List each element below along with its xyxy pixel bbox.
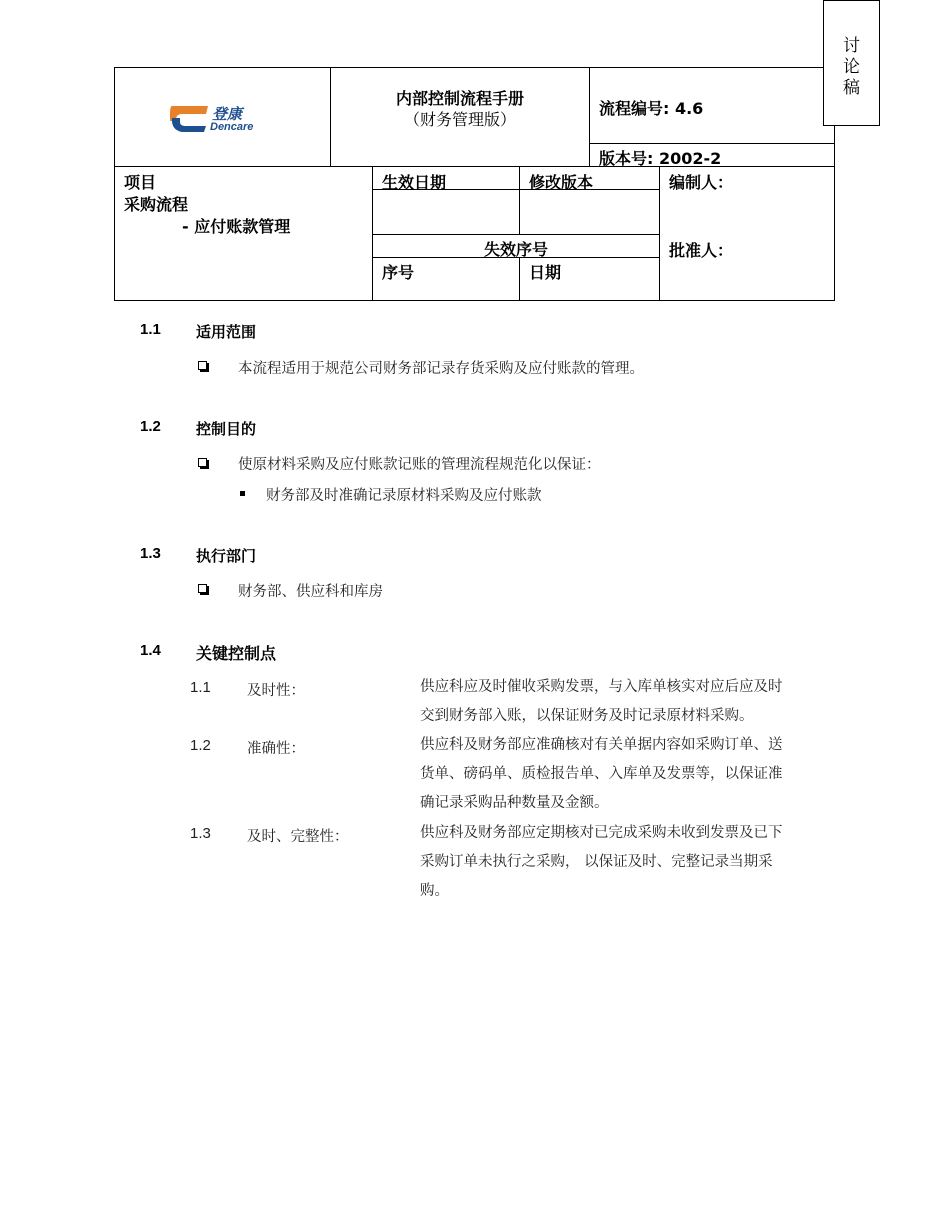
- manual-subtitle: （财务管理版）: [403, 110, 516, 129]
- project-name: 采购流程: [124, 195, 189, 214]
- key-control-line: 供应科应及时催收采购发票，与入库单核实对应后应及时: [420, 679, 783, 695]
- checkbox-bullet-icon: [198, 361, 207, 370]
- draft-char-1: 讨: [843, 36, 860, 56]
- key-control-number: 1.1: [190, 679, 211, 696]
- logo-en: Dencare: [210, 121, 254, 133]
- manual-title: 内部控制流程手册: [395, 89, 524, 108]
- section-title: 关键控制点: [196, 644, 277, 663]
- key-control-label: 及时、完整性：: [247, 829, 349, 845]
- logo-cn: 登康: [212, 105, 243, 123]
- key-control-label: 准确性：: [247, 741, 305, 757]
- section-title: 控制目的: [196, 420, 257, 438]
- key-control-line: 供应科及财务部应准确核对有关单据内容如采购订单、送: [420, 737, 783, 753]
- version-number: 版本号: 2002-2: [599, 149, 722, 168]
- section-number: 1.3: [140, 545, 161, 562]
- seq-no-label: 序号: [382, 263, 415, 282]
- key-control-number: 1.2: [190, 737, 211, 754]
- list-item: 财务部、供应科和库房: [238, 584, 383, 600]
- key-control-line: 供应科及财务部应定期核对已完成采购未收到发票及已下: [420, 825, 783, 841]
- expiry-seq-label: 失效序号: [483, 240, 548, 259]
- project-subtitle: - 应付账款管理: [182, 217, 291, 236]
- key-control-line: 确记录采购品种数量及金额。: [420, 795, 609, 811]
- draft-stamp: [823, 0, 880, 126]
- process-number: 流程编号: 4.6: [599, 99, 704, 118]
- section-title: 适用范围: [196, 323, 257, 341]
- effective-date-label: 生效日期: [382, 173, 447, 192]
- section-title: 执行部门: [196, 547, 257, 565]
- draft-char-2: 论: [843, 57, 860, 77]
- approver-label: 批准人：: [669, 241, 734, 260]
- list-item: 使原材料采购及应付账款记账的管理流程规范化以保证：: [238, 457, 601, 473]
- key-control-line: 交到财务部入账，以保证财务及时记录原材料采购。: [420, 708, 754, 724]
- section-number: 1.4: [140, 642, 161, 659]
- checkbox-bullet-icon: [198, 458, 207, 467]
- key-control-line: 货单、磅码单、质检报告单、入库单及发票等，以保证准: [420, 766, 783, 782]
- key-control-line: 购。: [420, 883, 449, 899]
- company-logo: [168, 104, 268, 136]
- checkbox-bullet-icon: [198, 584, 207, 593]
- draft-char-3: 稿: [843, 78, 860, 98]
- author-label: 编制人：: [669, 173, 734, 192]
- date-label: 日期: [529, 263, 562, 282]
- revision-label: 修改版本: [529, 173, 594, 192]
- list-item: 本流程适用于规范公司财务部记录存货采购及应付账款的管理。: [238, 361, 644, 377]
- key-control-line: 采购订单未执行之采购， 以保证及时、完整记录当期采: [420, 854, 773, 870]
- sub-list-item: 财务部及时准确记录原材料采购及应付账款: [266, 488, 542, 504]
- section-number: 1.1: [140, 321, 161, 338]
- key-control-number: 1.3: [190, 825, 211, 842]
- project-label: 项目: [124, 173, 157, 192]
- key-control-label: 及时性：: [247, 683, 305, 699]
- square-bullet-icon: [240, 491, 245, 496]
- section-number: 1.2: [140, 418, 161, 435]
